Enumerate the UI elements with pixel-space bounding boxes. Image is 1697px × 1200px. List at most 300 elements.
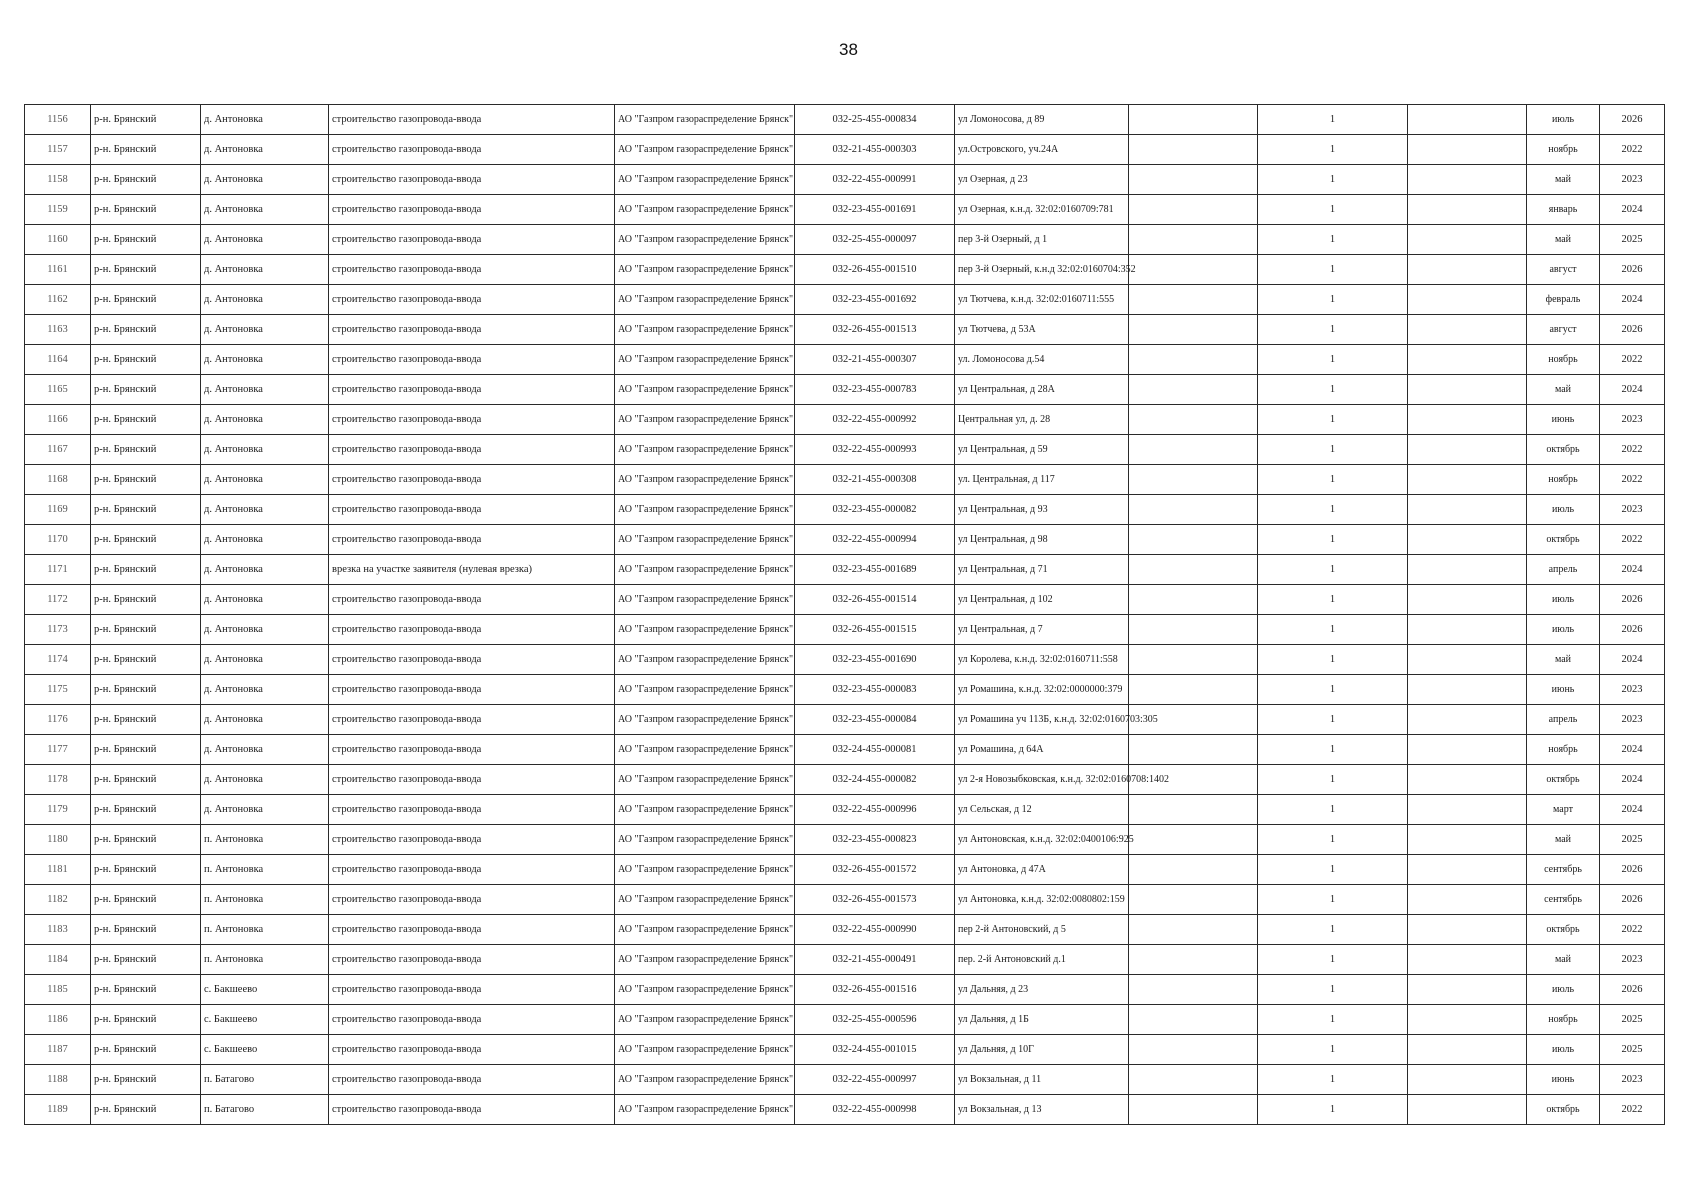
work-type-cell: врезка на участке заявителя (нулевая врезка) xyxy=(329,555,615,585)
organization-cell: АО "Газпром газораспределение Брянск" xyxy=(615,915,795,945)
quantity-cell: 1 xyxy=(1258,855,1408,885)
page-number: 38 xyxy=(839,40,858,59)
empty-cell xyxy=(1408,135,1527,165)
work-type-cell: строительство газопровода-ввода xyxy=(329,645,615,675)
address-cell: ул Центральная, д 93 xyxy=(955,495,1129,525)
quantity-cell: 1 xyxy=(1258,165,1408,195)
organization-cell: АО "Газпром газораспределение Брянск" xyxy=(615,1005,795,1035)
row-number: 1157 xyxy=(25,135,91,165)
work-type-cell: строительство газопровода-ввода xyxy=(329,375,615,405)
year-cell: 2024 xyxy=(1600,735,1665,765)
table-row xyxy=(25,435,1665,465)
quantity-cell: 1 xyxy=(1258,135,1408,165)
organization-cell: АО "Газпром газораспределение Брянск" xyxy=(615,255,795,285)
empty-cell xyxy=(1408,825,1527,855)
table-row xyxy=(25,1065,1665,1095)
district-cell: р-н. Брянский xyxy=(91,765,201,795)
organization-cell: АО "Газпром газораспределение Брянск" xyxy=(615,1035,795,1065)
quantity-cell: 1 xyxy=(1258,375,1408,405)
address-cell: ул Тютчева, к.н.д. 32:02:0160711:555 xyxy=(955,285,1129,315)
empty-cell xyxy=(1129,285,1258,315)
locality-cell: д. Антоновка xyxy=(201,315,329,345)
address-cell: ул Сельская, д 12 xyxy=(955,795,1129,825)
table-row xyxy=(25,945,1665,975)
quantity-cell: 1 xyxy=(1258,885,1408,915)
locality-cell: д. Антоновка xyxy=(201,165,329,195)
empty-cell xyxy=(1408,945,1527,975)
row-number: 1165 xyxy=(25,375,91,405)
work-type-cell: строительство газопровода-ввода xyxy=(329,195,615,225)
organization-cell: АО "Газпром газораспределение Брянск" xyxy=(615,1065,795,1095)
month-cell: июль xyxy=(1527,975,1600,1005)
empty-cell xyxy=(1129,1065,1258,1095)
empty-cell xyxy=(1129,345,1258,375)
year-cell: 2022 xyxy=(1600,345,1665,375)
row-number: 1178 xyxy=(25,765,91,795)
address-cell: ул Ромашина, д 64А xyxy=(955,735,1129,765)
empty-cell xyxy=(1408,225,1527,255)
empty-cell xyxy=(1408,1065,1527,1095)
work-type-cell: строительство газопровода-ввода xyxy=(329,435,615,465)
table-row xyxy=(25,1095,1665,1125)
locality-cell: д. Антоновка xyxy=(201,375,329,405)
gasification-table xyxy=(24,104,1665,1125)
work-type-cell: строительство газопровода-ввода xyxy=(329,525,615,555)
year-cell: 2024 xyxy=(1600,645,1665,675)
locality-cell: п. Антоновка xyxy=(201,855,329,885)
locality-cell: п. Антоновка xyxy=(201,945,329,975)
application-code-cell: 032-23-455-001690 xyxy=(795,645,955,675)
row-number: 1179 xyxy=(25,795,91,825)
empty-cell xyxy=(1129,615,1258,645)
locality-cell: д. Антоновка xyxy=(201,795,329,825)
locality-cell: д. Антоновка xyxy=(201,285,329,315)
row-number: 1188 xyxy=(25,1065,91,1095)
empty-cell xyxy=(1408,255,1527,285)
table-row xyxy=(25,1005,1665,1035)
district-cell: р-н. Брянский xyxy=(91,465,201,495)
organization-cell: АО "Газпром газораспределение Брянск" xyxy=(615,945,795,975)
table-row xyxy=(25,165,1665,195)
organization-cell: АО "Газпром газораспределение Брянск" xyxy=(615,285,795,315)
application-code-cell: 032-22-455-000998 xyxy=(795,1095,955,1125)
table-row xyxy=(25,405,1665,435)
month-cell: апрель xyxy=(1527,705,1600,735)
row-number: 1161 xyxy=(25,255,91,285)
organization-cell: АО "Газпром газораспределение Брянск" xyxy=(615,615,795,645)
month-cell: сентябрь xyxy=(1527,855,1600,885)
work-type-cell: строительство газопровода-ввода xyxy=(329,795,615,825)
row-number: 1171 xyxy=(25,555,91,585)
organization-cell: АО "Газпром газораспределение Брянск" xyxy=(615,315,795,345)
table-row xyxy=(25,195,1665,225)
locality-cell: д. Антоновка xyxy=(201,465,329,495)
year-cell: 2024 xyxy=(1600,765,1665,795)
application-code-cell: 032-23-455-000083 xyxy=(795,675,955,705)
district-cell: р-н. Брянский xyxy=(91,945,201,975)
application-code-cell: 032-22-455-000990 xyxy=(795,915,955,945)
month-cell: июнь xyxy=(1527,675,1600,705)
month-cell: апрель xyxy=(1527,555,1600,585)
district-cell: р-н. Брянский xyxy=(91,975,201,1005)
quantity-cell: 1 xyxy=(1258,735,1408,765)
table-row xyxy=(25,585,1665,615)
table-row xyxy=(25,705,1665,735)
empty-cell xyxy=(1408,195,1527,225)
empty-cell xyxy=(1408,795,1527,825)
locality-cell: с. Бакшеево xyxy=(201,975,329,1005)
year-cell: 2026 xyxy=(1600,615,1665,645)
year-cell: 2022 xyxy=(1600,435,1665,465)
organization-cell: АО "Газпром газораспределение Брянск" xyxy=(615,1095,795,1125)
table-row xyxy=(25,885,1665,915)
year-cell: 2023 xyxy=(1600,165,1665,195)
application-code-cell: 032-22-455-000997 xyxy=(795,1065,955,1095)
month-cell: июль xyxy=(1527,1035,1600,1065)
address-cell: ул Центральная, д 59 xyxy=(955,435,1129,465)
address-cell: ул Вокзальная, д 11 xyxy=(955,1065,1129,1095)
work-type-cell: строительство газопровода-ввода xyxy=(329,495,615,525)
address-cell: ул Антоновка, д 47А xyxy=(955,855,1129,885)
address-cell: ул Тютчева, д 53А xyxy=(955,315,1129,345)
month-cell: май xyxy=(1527,825,1600,855)
address-cell: ул Антоновская, к.н.д. 32:02:0400106:925 xyxy=(955,825,1129,855)
work-type-cell: строительство газопровода-ввода xyxy=(329,1005,615,1035)
empty-cell xyxy=(1129,795,1258,825)
work-type-cell: строительство газопровода-ввода xyxy=(329,165,615,195)
row-number: 1160 xyxy=(25,225,91,255)
address-cell: ул Дальняя, д 1Б xyxy=(955,1005,1129,1035)
work-type-cell: строительство газопровода-ввода xyxy=(329,975,615,1005)
empty-cell xyxy=(1408,585,1527,615)
year-cell: 2022 xyxy=(1600,465,1665,495)
quantity-cell: 1 xyxy=(1258,465,1408,495)
application-code-cell: 032-21-455-000491 xyxy=(795,945,955,975)
organization-cell: АО "Газпром газораспределение Брянск" xyxy=(615,975,795,1005)
district-cell: р-н. Брянский xyxy=(91,615,201,645)
address-cell: ул. Центральная, д 117 xyxy=(955,465,1129,495)
address-cell: ул Дальняя, д 23 xyxy=(955,975,1129,1005)
month-cell: июнь xyxy=(1527,405,1600,435)
quantity-cell: 1 xyxy=(1258,705,1408,735)
quantity-cell: 1 xyxy=(1258,945,1408,975)
row-number: 1186 xyxy=(25,1005,91,1035)
locality-cell: д. Антоновка xyxy=(201,615,329,645)
locality-cell: с. Бакшеево xyxy=(201,1005,329,1035)
organization-cell: АО "Газпром газораспределение Брянск" xyxy=(615,345,795,375)
organization-cell: АО "Газпром газораспределение Брянск" xyxy=(615,585,795,615)
locality-cell: п. Антоновка xyxy=(201,885,329,915)
address-cell: ул. Ломоносова д.54 xyxy=(955,345,1129,375)
empty-cell xyxy=(1129,525,1258,555)
empty-cell xyxy=(1408,105,1527,135)
address-cell: ул Центральная, д 28А xyxy=(955,375,1129,405)
row-number: 1164 xyxy=(25,345,91,375)
month-cell: октябрь xyxy=(1527,435,1600,465)
row-number: 1163 xyxy=(25,315,91,345)
empty-cell xyxy=(1129,135,1258,165)
month-cell: октябрь xyxy=(1527,915,1600,945)
application-code-cell: 032-23-455-001691 xyxy=(795,195,955,225)
empty-cell xyxy=(1129,375,1258,405)
application-code-cell: 032-26-455-001515 xyxy=(795,615,955,645)
empty-cell xyxy=(1129,945,1258,975)
work-type-cell: строительство газопровода-ввода xyxy=(329,585,615,615)
table-row xyxy=(25,105,1665,135)
row-number: 1187 xyxy=(25,1035,91,1065)
quantity-cell: 1 xyxy=(1258,285,1408,315)
quantity-cell: 1 xyxy=(1258,615,1408,645)
row-number: 1174 xyxy=(25,645,91,675)
locality-cell: д. Антоновка xyxy=(201,585,329,615)
month-cell: март xyxy=(1527,795,1600,825)
empty-cell xyxy=(1129,405,1258,435)
address-cell: пер. 2-й Антоновский д.1 xyxy=(955,945,1129,975)
locality-cell: д. Антоновка xyxy=(201,675,329,705)
year-cell: 2023 xyxy=(1600,405,1665,435)
empty-cell xyxy=(1129,555,1258,585)
work-type-cell: строительство газопровода-ввода xyxy=(329,285,615,315)
empty-cell xyxy=(1129,165,1258,195)
year-cell: 2025 xyxy=(1600,825,1665,855)
empty-cell xyxy=(1129,735,1258,765)
empty-cell xyxy=(1408,975,1527,1005)
table-row xyxy=(25,915,1665,945)
quantity-cell: 1 xyxy=(1258,585,1408,615)
application-code-cell: 032-23-455-000823 xyxy=(795,825,955,855)
district-cell: р-н. Брянский xyxy=(91,675,201,705)
month-cell: май xyxy=(1527,645,1600,675)
district-cell: р-н. Брянский xyxy=(91,105,201,135)
quantity-cell: 1 xyxy=(1258,225,1408,255)
empty-cell xyxy=(1129,975,1258,1005)
work-type-cell: строительство газопровода-ввода xyxy=(329,825,615,855)
quantity-cell: 1 xyxy=(1258,105,1408,135)
table-row xyxy=(25,975,1665,1005)
table-row xyxy=(25,825,1665,855)
row-number: 1169 xyxy=(25,495,91,525)
work-type-cell: строительство газопровода-ввода xyxy=(329,765,615,795)
application-code-cell: 032-25-455-000834 xyxy=(795,105,955,135)
organization-cell: АО "Газпром газораспределение Брянск" xyxy=(615,105,795,135)
district-cell: р-н. Брянский xyxy=(91,855,201,885)
locality-cell: д. Антоновка xyxy=(201,135,329,165)
application-code-cell: 032-26-455-001514 xyxy=(795,585,955,615)
empty-cell xyxy=(1129,105,1258,135)
empty-cell xyxy=(1408,705,1527,735)
organization-cell: АО "Газпром газораспределение Брянск" xyxy=(615,675,795,705)
application-code-cell: 032-22-455-000994 xyxy=(795,525,955,555)
address-cell: ул Центральная, д 102 xyxy=(955,585,1129,615)
year-cell: 2023 xyxy=(1600,675,1665,705)
work-type-cell: строительство газопровода-ввода xyxy=(329,735,615,765)
application-code-cell: 032-21-455-000308 xyxy=(795,465,955,495)
empty-cell xyxy=(1129,435,1258,465)
quantity-cell: 1 xyxy=(1258,495,1408,525)
empty-cell xyxy=(1129,225,1258,255)
year-cell: 2026 xyxy=(1600,255,1665,285)
application-code-cell: 032-22-455-000993 xyxy=(795,435,955,465)
table-row xyxy=(25,315,1665,345)
month-cell: ноябрь xyxy=(1527,735,1600,765)
locality-cell: д. Антоновка xyxy=(201,225,329,255)
work-type-cell: строительство газопровода-ввода xyxy=(329,915,615,945)
locality-cell: д. Антоновка xyxy=(201,195,329,225)
locality-cell: д. Антоновка xyxy=(201,525,329,555)
empty-cell xyxy=(1408,1005,1527,1035)
month-cell: ноябрь xyxy=(1527,135,1600,165)
month-cell: ноябрь xyxy=(1527,345,1600,375)
application-code-cell: 032-26-455-001572 xyxy=(795,855,955,885)
district-cell: р-н. Брянский xyxy=(91,225,201,255)
empty-cell xyxy=(1408,345,1527,375)
quantity-cell: 1 xyxy=(1258,195,1408,225)
table-row xyxy=(25,645,1665,675)
district-cell: р-н. Брянский xyxy=(91,315,201,345)
year-cell: 2024 xyxy=(1600,375,1665,405)
locality-cell: с. Бакшеево xyxy=(201,1035,329,1065)
month-cell: февраль xyxy=(1527,285,1600,315)
row-number: 1159 xyxy=(25,195,91,225)
address-cell: пер 3-й Озерный, д 1 xyxy=(955,225,1129,255)
empty-cell xyxy=(1129,195,1258,225)
month-cell: май xyxy=(1527,225,1600,255)
address-cell: ул Королева, к.н.д. 32:02:0160711:558 xyxy=(955,645,1129,675)
application-code-cell: 032-25-455-000097 xyxy=(795,225,955,255)
month-cell: июль xyxy=(1527,615,1600,645)
work-type-cell: строительство газопровода-ввода xyxy=(329,405,615,435)
organization-cell: АО "Газпром газораспределение Брянск" xyxy=(615,465,795,495)
work-type-cell: строительство газопровода-ввода xyxy=(329,225,615,255)
empty-cell xyxy=(1129,855,1258,885)
application-code-cell: 032-25-455-000596 xyxy=(795,1005,955,1035)
table-row xyxy=(25,855,1665,885)
district-cell: р-н. Брянский xyxy=(91,885,201,915)
quantity-cell: 1 xyxy=(1258,1035,1408,1065)
month-cell: июль xyxy=(1527,585,1600,615)
year-cell: 2026 xyxy=(1600,315,1665,345)
work-type-cell: строительство газопровода-ввода xyxy=(329,345,615,375)
month-cell: май xyxy=(1527,375,1600,405)
address-cell: ул Озерная, к.н.д. 32:02:0160709:781 xyxy=(955,195,1129,225)
row-number: 1184 xyxy=(25,945,91,975)
organization-cell: АО "Газпром газораспределение Брянск" xyxy=(615,765,795,795)
quantity-cell: 1 xyxy=(1258,255,1408,285)
row-number: 1180 xyxy=(25,825,91,855)
district-cell: р-н. Брянский xyxy=(91,645,201,675)
year-cell: 2023 xyxy=(1600,945,1665,975)
locality-cell: д. Антоновка xyxy=(201,555,329,585)
organization-cell: АО "Газпром газораспределение Брянск" xyxy=(615,495,795,525)
month-cell: август xyxy=(1527,255,1600,285)
address-cell: ул Вокзальная, д 13 xyxy=(955,1095,1129,1125)
district-cell: р-н. Брянский xyxy=(91,825,201,855)
empty-cell xyxy=(1408,855,1527,885)
table-row xyxy=(25,495,1665,525)
empty-cell xyxy=(1408,495,1527,525)
district-cell: р-н. Брянский xyxy=(91,555,201,585)
table-row xyxy=(25,135,1665,165)
district-cell: р-н. Брянский xyxy=(91,405,201,435)
district-cell: р-н. Брянский xyxy=(91,495,201,525)
application-code-cell: 032-22-455-000991 xyxy=(795,165,955,195)
row-number: 1185 xyxy=(25,975,91,1005)
district-cell: р-н. Брянский xyxy=(91,1095,201,1125)
organization-cell: АО "Газпром газораспределение Брянск" xyxy=(615,525,795,555)
quantity-cell: 1 xyxy=(1258,555,1408,585)
district-cell: р-н. Брянский xyxy=(91,735,201,765)
empty-cell xyxy=(1408,765,1527,795)
quantity-cell: 1 xyxy=(1258,825,1408,855)
application-code-cell: 032-21-455-000303 xyxy=(795,135,955,165)
empty-cell xyxy=(1129,315,1258,345)
address-cell: пер 2-й Антоновский, д 5 xyxy=(955,915,1129,945)
quantity-cell: 1 xyxy=(1258,795,1408,825)
table-row xyxy=(25,675,1665,705)
organization-cell: АО "Газпром газораспределение Брянск" xyxy=(615,195,795,225)
organization-cell: АО "Газпром газораспределение Брянск" xyxy=(615,135,795,165)
locality-cell: п. Антоновка xyxy=(201,915,329,945)
empty-cell xyxy=(1129,495,1258,525)
application-code-cell: 032-26-455-001510 xyxy=(795,255,955,285)
organization-cell: АО "Газпром газораспределение Брянск" xyxy=(615,885,795,915)
application-code-cell: 032-23-455-000783 xyxy=(795,375,955,405)
district-cell: р-н. Брянский xyxy=(91,1065,201,1095)
work-type-cell: строительство газопровода-ввода xyxy=(329,855,615,885)
district-cell: р-н. Брянский xyxy=(91,135,201,165)
application-code-cell: 032-23-455-001692 xyxy=(795,285,955,315)
application-code-cell: 032-24-455-001015 xyxy=(795,1035,955,1065)
table-row xyxy=(25,525,1665,555)
locality-cell: д. Антоновка xyxy=(201,105,329,135)
year-cell: 2022 xyxy=(1600,135,1665,165)
table-row xyxy=(25,555,1665,585)
district-cell: р-н. Брянский xyxy=(91,345,201,375)
application-code-cell: 032-24-455-000081 xyxy=(795,735,955,765)
month-cell: июнь xyxy=(1527,1065,1600,1095)
work-type-cell: строительство газопровода-ввода xyxy=(329,1035,615,1065)
work-type-cell: строительство газопровода-ввода xyxy=(329,315,615,345)
organization-cell: АО "Газпром газораспределение Брянск" xyxy=(615,855,795,885)
empty-cell xyxy=(1129,1005,1258,1035)
application-code-cell: 032-26-455-001513 xyxy=(795,315,955,345)
row-number: 1182 xyxy=(25,885,91,915)
row-number: 1173 xyxy=(25,615,91,645)
locality-cell: д. Антоновка xyxy=(201,405,329,435)
row-number: 1189 xyxy=(25,1095,91,1125)
empty-cell xyxy=(1408,885,1527,915)
empty-cell xyxy=(1129,825,1258,855)
row-number: 1158 xyxy=(25,165,91,195)
address-cell: пер 3-й Озерный, к.н.д 32:02:0160704:352 xyxy=(955,255,1129,285)
row-number: 1166 xyxy=(25,405,91,435)
locality-cell: д. Антоновка xyxy=(201,255,329,285)
district-cell: р-н. Брянский xyxy=(91,525,201,555)
locality-cell: д. Антоновка xyxy=(201,705,329,735)
address-cell: ул Ромашина уч 113Б, к.н.д. 32:02:0160703:305 xyxy=(955,705,1129,735)
application-code-cell: 032-23-455-000084 xyxy=(795,705,955,735)
empty-cell xyxy=(1129,1095,1258,1125)
quantity-cell: 1 xyxy=(1258,1005,1408,1035)
district-cell: р-н. Брянский xyxy=(91,795,201,825)
empty-cell xyxy=(1408,645,1527,675)
month-cell: май xyxy=(1527,165,1600,195)
district-cell: р-н. Брянский xyxy=(91,165,201,195)
quantity-cell: 1 xyxy=(1258,435,1408,465)
empty-cell xyxy=(1129,675,1258,705)
month-cell: сентябрь xyxy=(1527,885,1600,915)
month-cell: январь xyxy=(1527,195,1600,225)
